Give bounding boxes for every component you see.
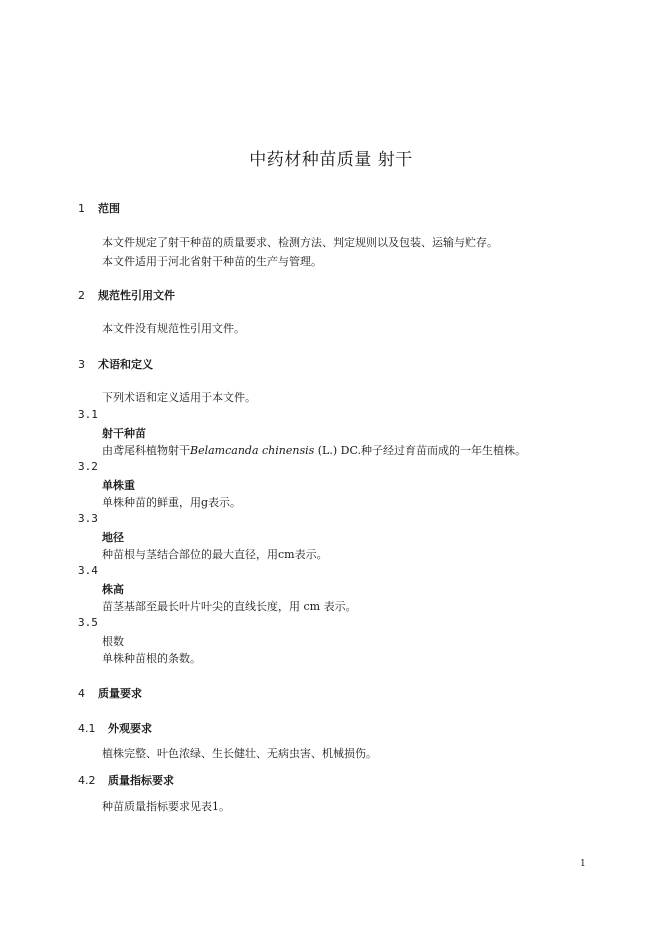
term-number: 3.3 bbox=[78, 512, 98, 525]
document-title: 中药材种苗质量 射干 bbox=[249, 150, 413, 170]
term-definition: 单株种苗的鲜重，用g表示。 bbox=[102, 496, 242, 509]
subsection-title: 外观要求 bbox=[108, 722, 152, 735]
section-4-heading bbox=[78, 685, 142, 701]
subsection-number: 4.1 bbox=[78, 722, 96, 735]
page-number: 1 bbox=[580, 859, 586, 869]
section-number: 4 bbox=[78, 687, 85, 700]
term-name: 地径 bbox=[102, 531, 124, 544]
term-name: 单株重 bbox=[102, 479, 135, 492]
section-3-heading bbox=[78, 356, 153, 372]
term-definition: 种苗根与茎结合部位的最大直径，用cm表示。 bbox=[102, 548, 328, 561]
section-2-heading bbox=[78, 287, 175, 303]
section-number: 2 bbox=[78, 289, 85, 302]
latin-name: Belamcanda chinensis bbox=[190, 444, 315, 457]
section-title: 质量要求 bbox=[98, 687, 142, 700]
paragraph: 植株完整、叶色浓绿、生长健壮、无病虫害、机械损伤。 bbox=[102, 747, 377, 760]
paragraph: 本文件规定了射干种苗的质量要求、检测方法、判定规则以及包装、运输与贮存。 bbox=[102, 236, 498, 249]
section-1-heading bbox=[78, 200, 120, 216]
paragraph: 种苗质量指标要求见表1。 bbox=[102, 800, 230, 813]
term-definition: 苗茎基部至最长叶片叶尖的直线长度，用 cm 表示。 bbox=[102, 600, 357, 613]
term-definition: 由鸢尾科植物射干Belamcanda chinensis (L.) DC.种子经过育苗而成的一年生植株。 bbox=[102, 444, 526, 457]
term-number: 3.1 bbox=[78, 408, 98, 421]
section-number: 1 bbox=[78, 202, 85, 215]
section-title: 规范性引用文件 bbox=[98, 289, 175, 302]
subsection-4-1-heading bbox=[78, 720, 152, 736]
section-title: 术语和定义 bbox=[98, 358, 153, 371]
term-number: 3.4 bbox=[78, 564, 98, 577]
section-title: 范围 bbox=[98, 202, 120, 215]
term-definition: 单株种苗根的条数。 bbox=[102, 652, 201, 665]
subsection-4-2-heading bbox=[78, 772, 174, 788]
section-number: 3 bbox=[78, 358, 85, 371]
term-name: 射干种苗 bbox=[102, 427, 146, 440]
subsection-number: 4.2 bbox=[78, 774, 96, 787]
term-number: 3.5 bbox=[78, 616, 98, 629]
term-name: 株高 bbox=[102, 583, 124, 596]
paragraph: 本文件适用于河北省射干种苗的生产与管理。 bbox=[102, 255, 322, 268]
term-name: 根数 bbox=[102, 635, 124, 648]
subsection-title: 质量指标要求 bbox=[108, 774, 174, 787]
paragraph: 本文件没有规范性引用文件。 bbox=[102, 322, 245, 335]
term-number: 3.2 bbox=[78, 460, 98, 473]
paragraph: 下列术语和定义适用于本文件。 bbox=[102, 391, 256, 404]
